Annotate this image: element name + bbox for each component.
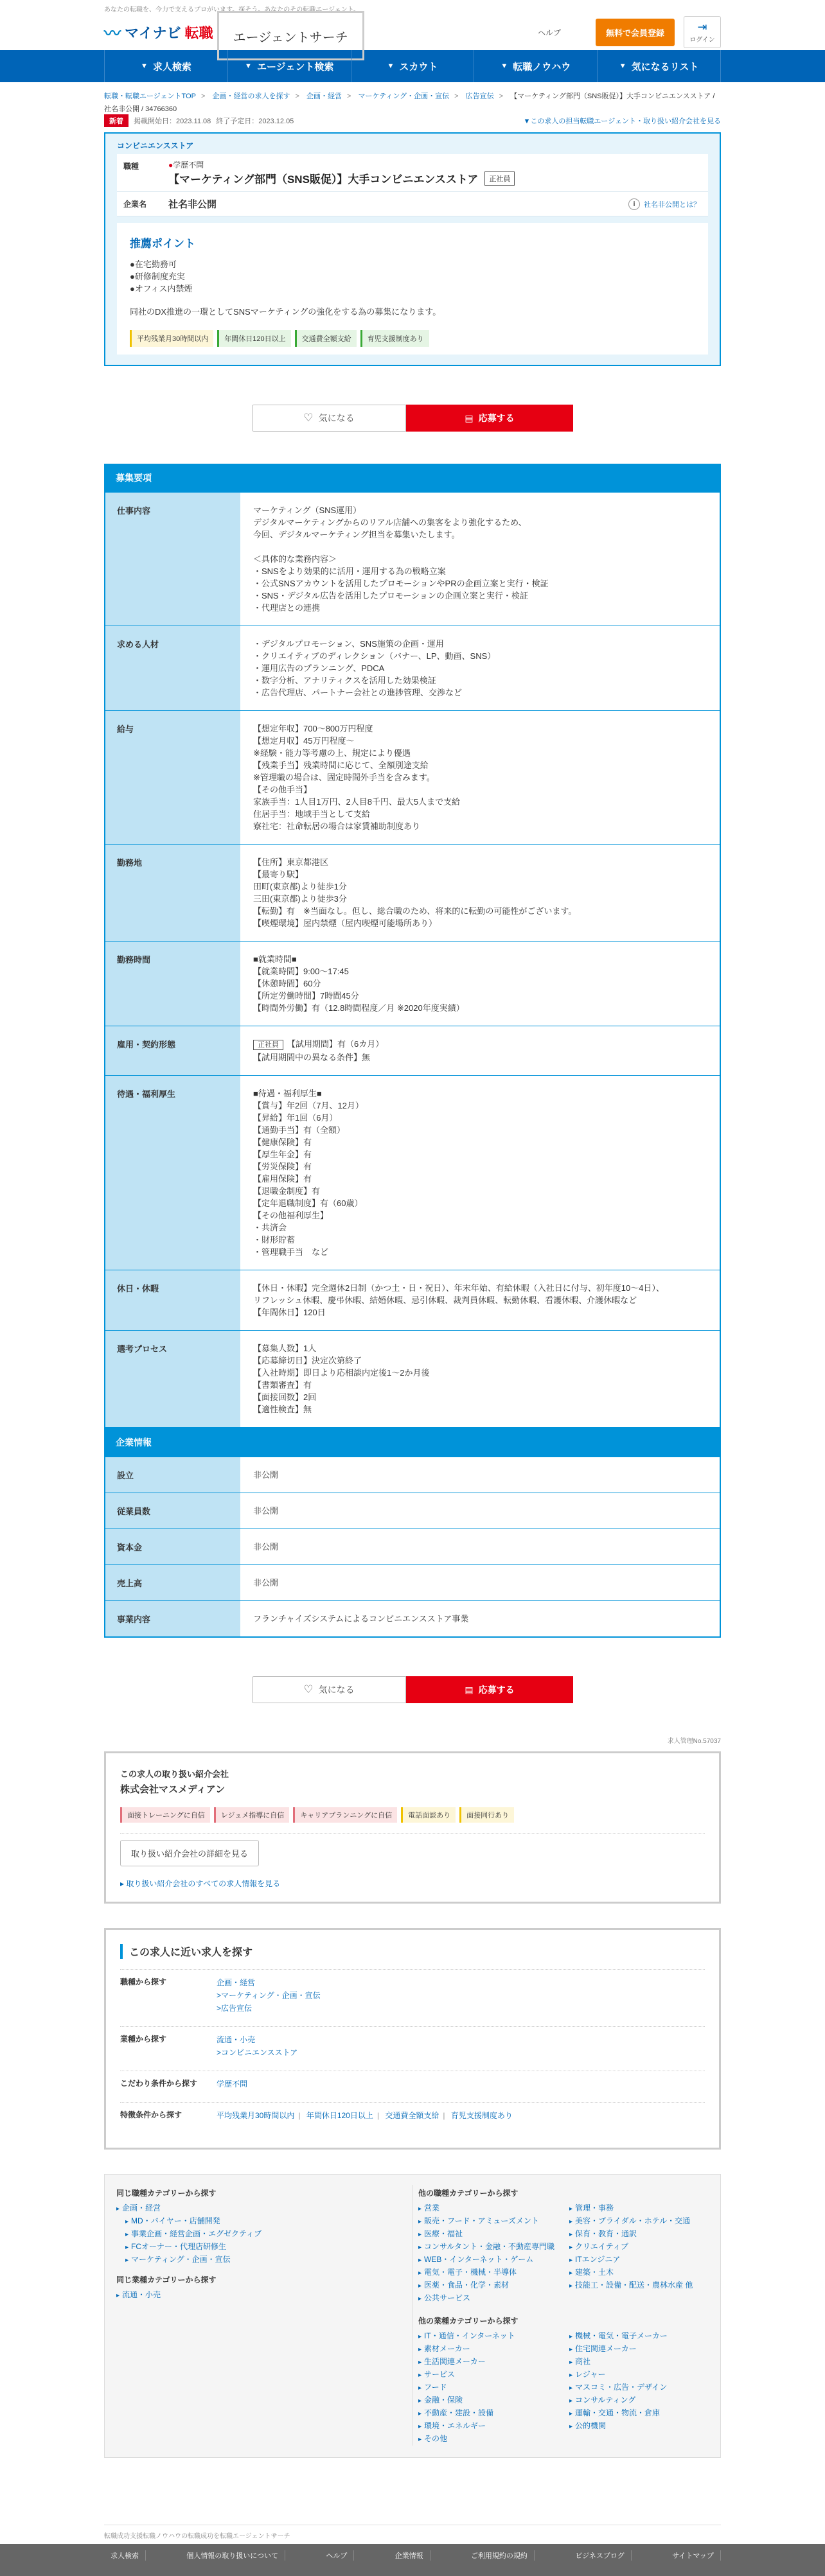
row-label: 事業内容 bbox=[105, 1601, 240, 1636]
agent-chip: 面接同行あり bbox=[459, 1807, 514, 1823]
table-row bbox=[105, 1564, 720, 1600]
global-nav bbox=[0, 50, 825, 82]
row-label: 求める人材 bbox=[105, 626, 240, 710]
form-icon: ▤ bbox=[465, 1684, 474, 1695]
apply-button[interactable]: ▤ 応募する bbox=[406, 1676, 573, 1703]
chevron-down-icon: ▼ bbox=[245, 62, 252, 70]
row-value: ■就業時間■ 【就業時間】9:00〜17:45 【休憩時間】60分 【所定労働時間】7時間45分 【時間外労働】有（12.8時間程度／月 ※2020年度実績） bbox=[253, 954, 465, 1013]
chevron-down-icon: ▼ bbox=[619, 62, 626, 70]
dot-icon: ● bbox=[168, 161, 173, 170]
table-row bbox=[105, 1270, 720, 1330]
near-search-title: この求人に近い求人を探す bbox=[120, 1944, 705, 1959]
category-link[interactable]: IT・通信・インターネット bbox=[424, 2331, 515, 2340]
education-note: ●学歴不問 bbox=[168, 161, 204, 170]
recruit-section-title: 募集要項 bbox=[104, 464, 721, 492]
breadcrumb-item[interactable]: 転職・転職エージェントTOP bbox=[104, 92, 196, 100]
category-link[interactable]: 保育・教育・通訳 bbox=[575, 2229, 637, 2238]
nav-agent-search[interactable]: ▼ エージェント検索 bbox=[227, 50, 351, 82]
footer-link[interactable]: 企業情報 bbox=[395, 2552, 423, 2560]
info-icon: i bbox=[628, 198, 640, 210]
row-value: 【想定年収】700〜800万円程度 【想定月収】45万円程度〜 ※経験・能力等考慮の上、規定により優遇 【残業手当】残業時間に応じて、全額別途支給 ※管理職の場合は、固定時間外手当を含みます。 【その他手当】 家族手当：1人目1万円、2人目8千円、最大5人まで支給 住居手当：地域手当として支給 寮社宅：社命転居の場合は家賃補助制度あり bbox=[253, 724, 461, 831]
form-icon: ▤ bbox=[465, 412, 474, 423]
footer-link[interactable]: ご利用規約の規約 bbox=[470, 2552, 528, 2560]
job-summary bbox=[104, 132, 721, 366]
category-link[interactable]: 運輸・交通・物流・倉庫 bbox=[575, 2408, 661, 2417]
triangle-down-icon: ▼ bbox=[523, 118, 531, 125]
table-row bbox=[105, 1457, 720, 1493]
table-row bbox=[105, 626, 720, 710]
recommend-item: ●在宅勤務可 bbox=[130, 259, 177, 269]
agent-chip: キャリアプランニングに自信 bbox=[293, 1807, 397, 1823]
category-link[interactable]: 販売・フード・アミューズメント bbox=[424, 2216, 539, 2225]
category-link[interactable]: 素材メーカー bbox=[424, 2344, 470, 2353]
category-link[interactable]: 金融・保険 bbox=[424, 2396, 463, 2405]
same-industry-title: 同じ業種カテゴリーから探す bbox=[116, 2275, 217, 2284]
tagline: あなたの転職を、今力で支えるプロがいます。探そう。あなたのその転職エージェント。 bbox=[104, 6, 360, 13]
category-link[interactable]: 不動産・建設・設備 bbox=[424, 2408, 494, 2417]
near-link[interactable]: 育児支援制度あり bbox=[450, 2111, 513, 2120]
logo-red: 転職 bbox=[184, 24, 213, 41]
category-link[interactable]: 事業企画・経営企画・エグゼクティブ bbox=[131, 2229, 262, 2238]
near-label: こだわり条件から探す bbox=[120, 2079, 198, 2088]
recommend-item: ●オフィス内禁煙 bbox=[130, 284, 193, 294]
category-link[interactable]: 美容・ブライダル・ホテル・交通 bbox=[575, 2216, 691, 2225]
job-dates bbox=[104, 113, 721, 128]
row-label: 選考プロセス bbox=[105, 1331, 240, 1427]
recommend-points bbox=[117, 223, 708, 355]
near-label: 職種から探す bbox=[120, 1977, 167, 1986]
table-row bbox=[105, 492, 720, 626]
row-label: 従業員数 bbox=[105, 1493, 240, 1529]
agent-detail-button[interactable]: 取り扱い紹介会社の詳細を見る bbox=[120, 1840, 259, 1866]
row-value: 非公開 bbox=[253, 1578, 279, 1588]
agent-anchor-link[interactable]: ▼この求人の担当転職エージェント・取り扱い紹介会社を見る bbox=[523, 118, 721, 125]
breadcrumb-item[interactable]: 企画・経営 bbox=[306, 92, 342, 100]
footer bbox=[0, 2544, 825, 2576]
category-link[interactable]: 電気・電子・機械・半導体 bbox=[424, 2268, 517, 2277]
category-links bbox=[104, 2174, 721, 2458]
row-label: 給与 bbox=[105, 711, 240, 844]
category-link[interactable]: ITエンジニア bbox=[575, 2255, 621, 2264]
row-value: フランチャイズシステムによるコンビニエンスストア事業 bbox=[253, 1614, 469, 1624]
nav-knowhow[interactable]: ▼ 転職ノウハウ bbox=[474, 50, 597, 82]
company-label: 企業名 bbox=[123, 200, 147, 209]
apply-button[interactable]: ▤ 応募する bbox=[406, 405, 573, 432]
near-search-box bbox=[104, 1928, 721, 2150]
category-link[interactable]: 営業 bbox=[424, 2204, 440, 2212]
category-link[interactable]: 機械・電気・電子メーカー bbox=[575, 2331, 668, 2340]
login-button[interactable] bbox=[684, 16, 721, 48]
near-link[interactable]: 交通費全額支給 bbox=[385, 2111, 439, 2120]
request-number: 求人管理No.57037 bbox=[667, 1738, 721, 1745]
near-link[interactable]: 流通・小売 bbox=[217, 2035, 256, 2044]
other-industry-title: 他の業種カテゴリーから探す bbox=[418, 2317, 519, 2326]
agent-box bbox=[104, 1751, 721, 1904]
category-link[interactable]: 医薬・食品・化学・素材 bbox=[424, 2281, 510, 2290]
new-badge: 新着 bbox=[104, 114, 129, 127]
near-link[interactable]: 平均残業月30時間以内 bbox=[217, 2111, 295, 2120]
arrow-right-icon: ▸ bbox=[120, 1879, 127, 1888]
recruit-table bbox=[104, 492, 721, 1428]
agent-chip: 面接トレーニングに自信 bbox=[120, 1807, 210, 1823]
row-value: 非公開 bbox=[253, 1506, 279, 1516]
category-link[interactable]: クリエイティブ bbox=[575, 2242, 628, 2251]
other-job-title: 他の職種カテゴリーから探す bbox=[418, 2189, 519, 2198]
category-link[interactable]: マスコミ・広告・デザイン bbox=[575, 2383, 668, 2392]
chevron-down-icon: ▼ bbox=[387, 62, 395, 70]
row-value: 非公開 bbox=[253, 1470, 279, 1480]
category-link[interactable]: レジャー bbox=[575, 2370, 606, 2379]
breadcrumb-item[interactable]: 企画・経営の求人を探す bbox=[212, 92, 290, 100]
category-link[interactable]: FCオーナー・代理店研修生 bbox=[131, 2242, 227, 2251]
heart-icon: ♡ bbox=[303, 412, 314, 424]
employment-type-tag: 正社員 bbox=[484, 171, 515, 186]
category-link[interactable]: MD・バイヤー・店舗開発 bbox=[131, 2216, 220, 2225]
footer-link[interactable]: ヘルプ bbox=[326, 2552, 348, 2560]
login-icon: ⇥ bbox=[697, 21, 707, 33]
row-value: 【住所】東京都港区 【最寄り駅】 田町(東京都)より徒歩1分 三田(東京都)より徒歩3分 【転勤】有 ※当面なし。但し、総合職のため、将来的に転勤の可能性がございます。 【喫煙環境】屋内禁煙（屋内喫煙可能場所あり） bbox=[253, 857, 577, 928]
logo-sub: エージェントサーチ bbox=[217, 11, 364, 60]
row-value: ・デジタルプロモーション、SNS施策の企画・運用 ・クリエイティブのディレクション（バナー、LP、動画、SNS） ・運用広告のプランニング、PDCA ・数字分析、アナリティクスを活用した効果検証 ・広告代理店、パートナー会社との進捗管理、交渉など bbox=[253, 639, 496, 697]
favorite-button[interactable]: ♡ 気になる bbox=[252, 1676, 406, 1703]
agent-chip: レジュメ指導に自信 bbox=[214, 1807, 290, 1823]
footer-link[interactable]: 個人情報の取り扱いについて bbox=[186, 2552, 279, 2560]
category-link[interactable]: サービス bbox=[424, 2370, 456, 2379]
same-job-title: 同じ職種カテゴリーから探す bbox=[116, 2189, 217, 2198]
feature-chip: 平均残業月30時間以内 bbox=[130, 330, 213, 347]
row-value: 【試用期間】有（6カ月） 【試用期間中の異なる条件】無 bbox=[253, 1039, 384, 1062]
table-row bbox=[105, 1600, 720, 1636]
breadcrumb: 転職・転職エージェントTOP > 企画・経営の求人を探す > 企画・経営 > マーケティング・企画・宣伝 > 広告宣伝 > 【マーケティング部門（SNS販促）】大手コンビニエンスストア / 社名非公開 / 34766360 bbox=[104, 92, 715, 113]
near-link[interactable]: 企画・経営 bbox=[217, 1978, 256, 1987]
near-row bbox=[120, 2071, 705, 2102]
row-label: 雇用・契約形態 bbox=[105, 1026, 240, 1075]
category-link[interactable]: 住宅関連メーカー bbox=[575, 2344, 637, 2353]
site-header bbox=[104, 14, 721, 50]
chevron-down-icon: ▼ bbox=[501, 62, 508, 70]
job-title: 【マーケティング部門（SNS販促）】大手コンビニエンスストア bbox=[168, 173, 479, 186]
recommend-title: 推薦ポイント bbox=[130, 238, 195, 250]
agent-all-jobs-link[interactable]: ▸ 取り扱い紹介会社のすべての求人情報を見る bbox=[120, 1879, 281, 1888]
table-row bbox=[105, 710, 720, 844]
row-label: 売上高 bbox=[105, 1565, 240, 1600]
help-link[interactable]: ヘルプ bbox=[537, 28, 561, 37]
row-label: 休日・休暇 bbox=[105, 1270, 240, 1330]
row-label: 資本金 bbox=[105, 1529, 240, 1564]
category-link[interactable]: WEB・インターネット・ゲーム bbox=[424, 2255, 534, 2264]
nav-job-search[interactable]: ▼ 求人検索 bbox=[104, 50, 227, 82]
category-link[interactable]: コンサルタント・金融・不動産専門職 bbox=[424, 2242, 554, 2251]
recommend-item: ●研修制度充実 bbox=[130, 272, 185, 281]
breadcrumb-item[interactable]: 広告宣伝 bbox=[465, 92, 494, 100]
near-label: 特徴条件から探す bbox=[120, 2110, 182, 2119]
category-link[interactable]: コンサルティング bbox=[575, 2396, 636, 2405]
category-link[interactable]: 商社 bbox=[575, 2357, 591, 2366]
category-link[interactable]: 技能工・設備・配送・農林水産 他 bbox=[575, 2281, 693, 2290]
employment-type-tag: 正社員 bbox=[253, 1040, 283, 1050]
company-name: 社名非公開 bbox=[168, 199, 217, 210]
table-row bbox=[105, 941, 720, 1026]
category-link[interactable]: 流通・小売 bbox=[122, 2290, 161, 2299]
breadcrumb-item[interactable]: マーケティング・企画・宣伝 bbox=[358, 92, 450, 100]
end-date: 終了予定日：2023.12.05 bbox=[216, 118, 294, 125]
row-label: 設立 bbox=[105, 1457, 240, 1493]
feature-chip: 育児支援制度あり bbox=[360, 330, 429, 347]
undisclosed-help-link[interactable]: i 社名非公開とは？ bbox=[628, 198, 700, 210]
near-link[interactable]: 年間休日120日以上 bbox=[306, 2111, 373, 2120]
row-label: 勤務時間 bbox=[105, 942, 240, 1026]
category-link[interactable]: 管理・事務 bbox=[575, 2204, 614, 2212]
near-row: 特徴条件から探す 平均残業月30時間以内 | 年間休日120日以上 | 交通費全額支給 | 育児支援制度あり bbox=[120, 2102, 705, 2134]
published-date: 掲載開始日：2023.11.08 bbox=[134, 118, 211, 125]
row-label: 仕事内容 bbox=[105, 493, 240, 626]
category-link[interactable]: 企画・経営 bbox=[122, 2204, 161, 2212]
job-category: コンビニエンスストア bbox=[117, 141, 194, 150]
table-row bbox=[105, 1529, 720, 1564]
near-row bbox=[120, 2026, 705, 2071]
recommend-text: 同社のDX推進の一環としてSNSマーケティングの強化をする為の募集になります。 bbox=[130, 307, 441, 317]
job-label: 職種 bbox=[123, 162, 139, 171]
footer-note: 転職成功支援転職ノウハウの転職成功を転職エージェントサーチ bbox=[104, 2525, 721, 2544]
near-link[interactable]: 学歴不問 bbox=[217, 2080, 248, 2089]
near-link[interactable]: >広告宣伝 bbox=[217, 2004, 253, 2013]
row-value: 【募集人数】1人 【応募締切日】決定次第終了 【入社時期】即日より応相談内定後1〜2か月後 【書類審査】有 【面接回数】2回 【適性検査】無 bbox=[253, 1344, 430, 1414]
table-row bbox=[105, 1493, 720, 1529]
company-section-title: 企業情報 bbox=[104, 1428, 721, 1457]
feature-chip: 年間休日120日以上 bbox=[217, 330, 290, 347]
category-link[interactable]: 環境・エネルギー bbox=[424, 2421, 486, 2430]
row-value: ■待遇・福利厚生■ 【賞与】年2回（7月、12月） 【昇給】年1回（6月） 【通勤手当】有（全額） 【健康保険】有 【厚生年金】有 【労災保険】有 【雇用保険】有 【退職金制度】有 【定年退職制度】有（60歳） 【その他福利厚生】 ・共済会 ・財形貯蓄 ・管理職手当 など bbox=[253, 1089, 364, 1257]
near-link[interactable]: >コンビニエンスストア bbox=[217, 2048, 298, 2057]
agent-chip: 電話面談あり bbox=[401, 1807, 456, 1823]
category-link[interactable]: マーケティング・企画・宣伝 bbox=[131, 2255, 231, 2264]
near-link[interactable]: >マーケティング・企画・宣伝 bbox=[217, 1991, 321, 2000]
agent-label: この求人の取り扱い紹介会社 bbox=[120, 1769, 229, 1779]
feature-chips bbox=[130, 330, 695, 347]
footer-link[interactable]: 求人検索 bbox=[111, 2552, 139, 2560]
nav-scout[interactable]: ▼ スカウト bbox=[351, 50, 474, 82]
category-link[interactable]: 建築・土木 bbox=[575, 2268, 614, 2277]
breadcrumb-current: 【マーケティング部門（SNS販促）】大手コンビニエンスストア / 社名非公開 / 34766360 bbox=[104, 92, 715, 113]
category-link[interactable]: 生活関連メーカー bbox=[424, 2357, 486, 2366]
category-link[interactable]: 公的機関 bbox=[575, 2421, 607, 2430]
near-label: 業種から探す bbox=[120, 2035, 167, 2044]
category-link[interactable]: 公共サービス bbox=[424, 2293, 471, 2302]
favorite-button[interactable]: ♡ 気になる bbox=[252, 405, 406, 432]
action-buttons-top bbox=[104, 366, 721, 464]
category-link[interactable]: 医療・福祉 bbox=[424, 2229, 463, 2238]
table-row bbox=[105, 1330, 720, 1427]
login-label: ログイン bbox=[689, 37, 715, 44]
action-buttons-bottom bbox=[104, 1638, 721, 1735]
row-value: マーケティング（SNS運用） デジタルマーケティングからのリアル店舗への集客をより強化するため、 今回、デジタルマーケティング担当を募集いたします。 ＜具体的な業務内容＞ ・SNSをより効果的に活用・運用する為の戦略立案 ・公式SNSアカウントを活用したプロモーションやPRの企画立案と実行・検証 ・SNS・デジタル広告を活用したプロモーションの企画立案と実行・検証 ・代理店との連携 bbox=[253, 505, 549, 613]
row-value: 【休日・休暇】完全週休2日制（かつ土・日・祝日）、年末年始、有給休暇（入社日に付与、初年度10〜4日）、 リフレッシュ休暇、慶弔休暇、結婚休暇、忌引休暇、裁判員休暇、転勤休暇、看護休暇、介護休暇など 【年間休日】120日 bbox=[253, 1283, 664, 1317]
category-link[interactable]: その他 bbox=[424, 2434, 448, 2443]
agent-chips bbox=[120, 1807, 705, 1823]
logo-mark-icon: 〰 bbox=[104, 23, 121, 43]
chevron-down-icon: ▼ bbox=[140, 62, 148, 70]
agent-name: 株式会社マスメディアン bbox=[120, 1784, 226, 1795]
footer-link[interactable]: サイトマップ bbox=[672, 2552, 714, 2560]
near-row bbox=[120, 1969, 705, 2026]
nav-favorites[interactable]: ▼ 気になるリスト bbox=[597, 50, 721, 82]
logo-main: マイナビ bbox=[125, 24, 181, 41]
company-table bbox=[104, 1457, 721, 1638]
footer-link[interactable]: ビジネスブログ bbox=[575, 2552, 625, 2560]
category-link[interactable]: フード bbox=[424, 2383, 447, 2392]
register-button[interactable]: 無料で会員登録 bbox=[596, 19, 675, 46]
feature-chip: 交通費全額支給 bbox=[295, 330, 357, 347]
table-row bbox=[105, 844, 720, 941]
row-label: 待遇・福利厚生 bbox=[105, 1076, 240, 1270]
table-row bbox=[105, 1075, 720, 1270]
heart-icon: ♡ bbox=[303, 1683, 314, 1695]
row-value: 非公開 bbox=[253, 1542, 279, 1552]
row-label: 勤務地 bbox=[105, 845, 240, 941]
table-row bbox=[105, 1026, 720, 1075]
